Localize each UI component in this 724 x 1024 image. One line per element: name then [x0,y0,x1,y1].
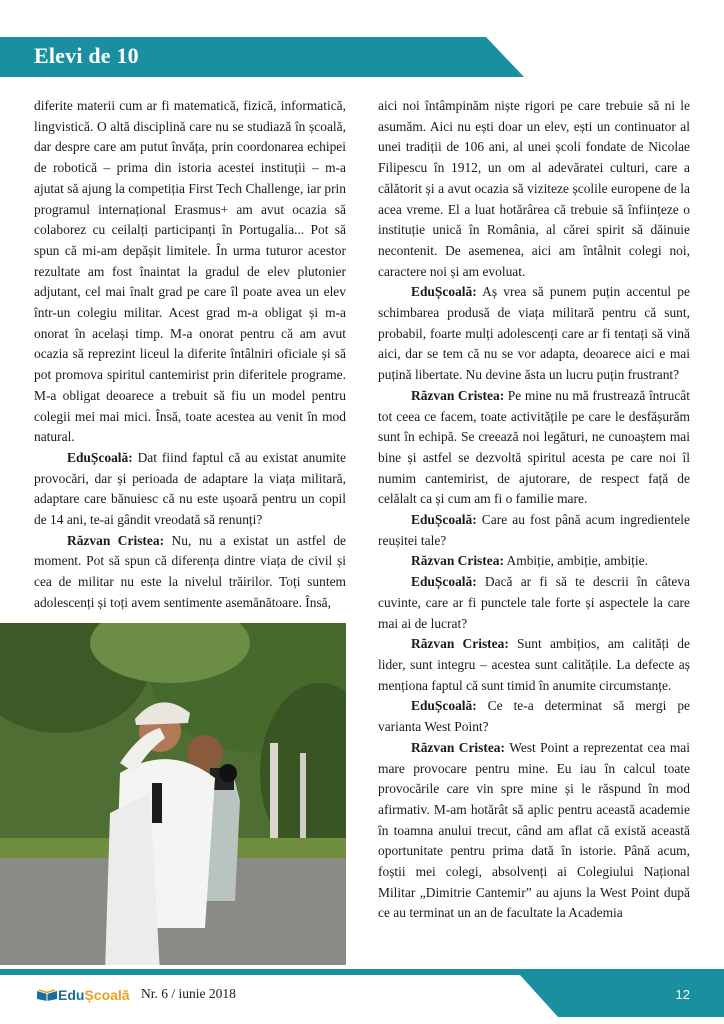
page-number: 12 [675,987,690,1002]
eduscoala-logo [36,985,130,1005]
footer-band [0,969,724,975]
paragraph [34,448,346,531]
cadet-saluting-photo [0,623,346,965]
paragraph-text: diferite materii cum ar fi matematică, fizică, informatică, lingvistică. O altă disciplină care nu se studiază în școală, dar despre care am putut învăța, prin coordonarea echipei de robotică – prima din istoria acestei instituții – m-a ajutat să ajung la competiția First Tech Challenge, iar prin programul internațional Erasmus+ am avut ocazia să colaborez cu ceilalți participanți în Portugalia... Pot să spun că mi-am depășit limitele. În urma tuturor acestor rezultate am fost înaintat la gradul de elev plutonier adjutant, cel mai înalt grad pe care îl poate avea un elev într-un colegiu militar. Acest grad m-a obligat și m-a onorat în același timp. M-a onorat pentru că am avut ocazia să reprezint liceul la diferite întâlniri oficiale și să pot promova spiritul cantemirist prin diferitele programe. M-a obligat deoarece a trebuit să fiu un model pentru colegii mei mai mici. Însă, toate acestea au venit în mod natural. [34,98,346,445]
article-column-left [34,96,346,614]
paragraph-text: Dacă ar fi să te descrii în câteva cuvinte, care ar fi punctele tale forte și aspectele la care mai ai de lucrat? [378,574,690,631]
paragraph [34,96,346,448]
paragraph-text: Care au fost până acum ingredientele reușitei tale? [378,512,690,548]
paragraph [378,551,690,572]
paragraph-text: Sunt ambițios, am calități de lider, sunt integru – acestea sunt calitățile. La defecte aș menționa faptul că sunt timid în anumite circumstanțe. [378,636,690,693]
speaker-label: Răzvan Cristea: [411,387,505,403]
paragraph-text: Aș vrea să punem puțin accentul pe schimbarea produsă de viața militară pentru că sunt, probabil, foarte mulți adolescenți care ar fi tentați să vină aici, dar se tem că nu se vor adapta, deoarece aici e mai puțină libertate. Nu devine ăsta un lucru puțin frustrant? [378,284,690,383]
paragraph-text: Dat fiind faptul că au existat anumite provocări, dar și perioada de adaptare la viața militară, adaptare care bănuiesc că nu este ușoară pentru un copil de 14 ani, te-ai gândit vreodată să renunți? [34,449,346,528]
article-column-right [378,96,690,924]
speaker-label: EduȘcoală: [411,512,477,528]
speaker-label: EduȘcoală: [67,449,133,465]
paragraph [378,96,690,282]
speaker-label: Răzvan Cristea: [67,532,165,548]
issue-info: Nr. 6 / iunie 2018 [141,986,236,1001]
footer-accent [520,975,724,1017]
speaker-label: EduȘcoală: [411,574,477,590]
paragraph-text: Nu, nu a existat un astfel de moment. Pot să spun că diferența dintre viața de civil și cea de militar nu este la nivelul trăirilor. Toți suntem adolescenți și toți avem sentimente asemănătoare. Însă, [34,532,347,610]
logo-edu: Edu [58,987,85,1003]
paragraph [378,696,690,737]
speaker-label: EduȘcoală: [411,698,477,714]
logo-scoala: Școală [84,987,130,1003]
logo-text [58,987,130,1003]
paragraph-text: Ce te-a determinat să mergi pe varianta West Point? [378,698,690,735]
paragraph [378,572,690,634]
paragraph [378,634,690,696]
paragraph-text: West Point a reprezentat cea mai mare provocare pentru mine. Eu iau în calcul toate provocările care vin spre mine și le răspund în mod afirmativ. M-am hotărât să aplic pentru această academie în toamna anului trecut, când am aflat că există această oportunitate pentru prima dată în istorie. Până acum, foștii mei colegi, absolvenți ai Colegiului Național Militar „Dimitrie Cantemir” au ajuns la West Point după ce au terminat un an de facultate la Academia [378,739,691,921]
paragraph [378,282,690,386]
paragraph [378,510,690,551]
paragraph-text: aici noi întâmpinăm niște rigori pe care trebuie să ni le asumăm. Aici nu ești doar un elev, ești un continuator al unei tradiții de 106 ani, al unei școli fondate de Nicolae Filipescu în 1912, un om al adevăratei culturi, care a călătorit și a avut ocazia să viziteze școlile europene de la acea vreme. El a luat hotărârea că trebuie să înființeze o instituție unică în România, al cărei spirit să dăinuie necontenit. De asemenea, aici am întâlnit colegi noi, caractere noi și am evoluat. [378,98,690,279]
paragraph [378,738,690,924]
paragraph-text: Pe mine nu mă frustrează întrucât tot ceea ce facem, toate activitățile pe care le desfășurăm sunt în echipă. Se creează noi legături, ne cunoaștem mai bine și astfel se dezvoltă spiritul acesta pe care noi îl numim cantemirist, de ajutorare, de respect față de celălalt ca și cum am fi o familie mare. [378,387,690,507]
paragraph [378,386,690,510]
speaker-label: Răzvan Cristea: [411,636,509,652]
speaker-label: Răzvan Cristea: [411,553,504,569]
speaker-label: Răzvan Cristea: [411,739,506,755]
section-title: Elevi de 10 [34,43,139,68]
paragraph-text: Ambiție, ambiție, ambiție. [503,553,648,569]
book-icon [36,988,58,1002]
paragraph [34,531,346,614]
speaker-label: EduȘcoală: [411,284,477,300]
